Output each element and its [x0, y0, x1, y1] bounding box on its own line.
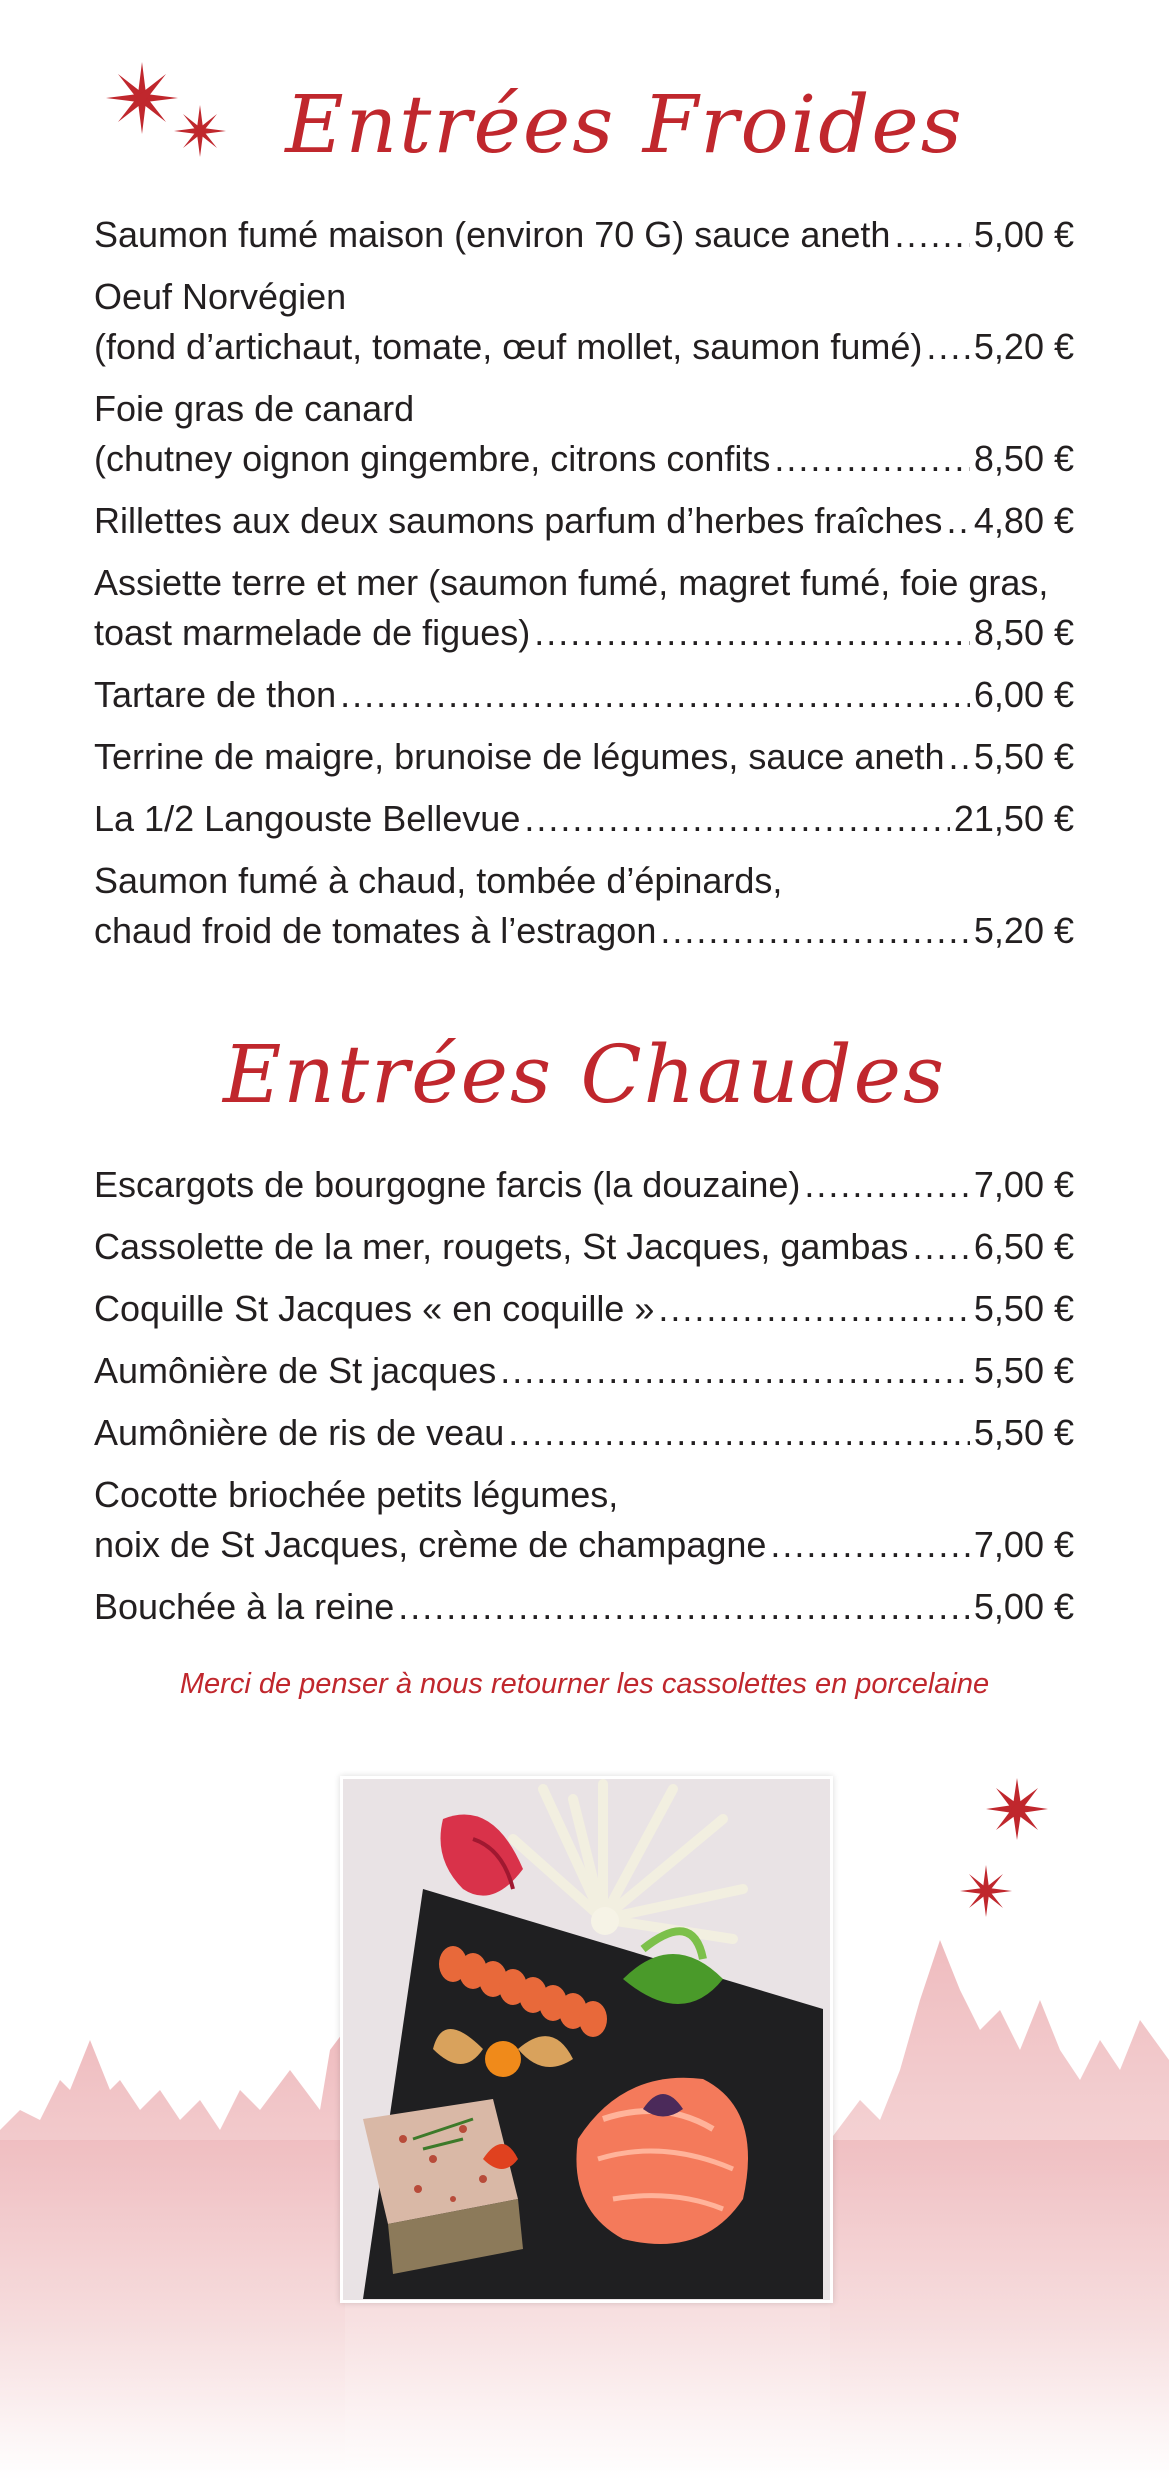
- menu-item-name: Cassolette de la mer, rougets, St Jacques, gambas: [94, 1226, 909, 1267]
- dot-leader: [340, 670, 970, 720]
- menu-item: [94, 670, 1074, 720]
- menu-item-price: 7,00 €: [973, 1164, 1074, 1205]
- menu-item-price: 5,50 €: [973, 1288, 1074, 1329]
- porcelain-return-note: Merci de penser à nous retourner les cassolettes en porcelaine: [179, 1668, 990, 1700]
- menu-item: [94, 210, 1074, 260]
- menu-item-price: 5,20 €: [973, 326, 1074, 367]
- dot-leader: [534, 608, 970, 658]
- food-photo: [340, 1776, 833, 2303]
- menu-item-name: Terrine de maigre, brunoise de légumes, sauce aneth: [94, 736, 945, 777]
- food-plate-illustration: [343, 1779, 830, 2300]
- menu-item-price: 5,00 €: [973, 214, 1074, 255]
- menu-list-entrees-froides: [94, 210, 1074, 968]
- menu-item-name-line: Foie gras de canard: [94, 388, 415, 429]
- menu-item-price: 21,50 €: [953, 798, 1074, 839]
- menu-item-price: 5,50 €: [973, 736, 1074, 777]
- menu-item: [94, 732, 1074, 782]
- menu-item-name: Escargots de bourgogne farcis (la douzaine): [94, 1164, 801, 1205]
- dot-leader: [524, 794, 950, 844]
- menu-item-name: toast marmelade de figues): [94, 612, 531, 653]
- menu-item-name: Tartare de thon: [94, 674, 337, 715]
- menu-item: [94, 1222, 1074, 1272]
- star-icon: [984, 1776, 1050, 1842]
- menu-item: [94, 794, 1074, 844]
- menu-item-name-line: Saumon fumé à chaud, tombée d’épinards,: [94, 860, 783, 901]
- dot-leader: [926, 322, 970, 372]
- menu-item: [94, 496, 1074, 546]
- menu-item: [94, 384, 1074, 484]
- dot-leader: [804, 1160, 969, 1210]
- menu-item-name: Aumônière de St jacques: [94, 1350, 497, 1391]
- menu-item-name: Rillettes aux deux saumons parfum d’herbes fraîches: [94, 500, 943, 541]
- menu-item-name: La 1/2 Langouste Bellevue: [94, 798, 521, 839]
- menu-item: [94, 1582, 1074, 1632]
- menu-item-price: 8,50 €: [973, 438, 1074, 479]
- menu-item-name: Bouchée à la reine: [94, 1586, 395, 1627]
- menu-item-price: 5,20 €: [973, 910, 1074, 951]
- dot-leader: [398, 1582, 970, 1632]
- menu-item-price: 5,50 €: [973, 1412, 1074, 1453]
- menu-item: [94, 1408, 1074, 1458]
- menu-item-price: 6,50 €: [973, 1226, 1074, 1267]
- menu-item: [94, 558, 1074, 658]
- menu-item: [94, 272, 1074, 372]
- menu-item-name: noix de St Jacques, crème de champagne: [94, 1524, 767, 1565]
- menu-item: [94, 1160, 1074, 1210]
- dot-leader: [658, 1284, 970, 1334]
- section-title-entrees-chaudes: Entrées Chaudes: [222, 1028, 947, 1121]
- menu-item-name: Coquille St Jacques « en coquille »: [94, 1288, 655, 1329]
- dot-leader: [912, 1222, 969, 1272]
- menu-item: [94, 1284, 1074, 1334]
- dot-leader: [508, 1408, 970, 1458]
- menu-item-name: Aumônière de ris de veau: [94, 1412, 505, 1453]
- menu-item-name-line: Oeuf Norvégien: [94, 276, 347, 317]
- menu-item: [94, 856, 1074, 956]
- menu-item-price: 5,00 €: [973, 1586, 1074, 1627]
- dot-leader: [500, 1346, 970, 1396]
- menu-item-price: 6,00 €: [973, 674, 1074, 715]
- dot-leader: [946, 496, 969, 546]
- menu-item: [94, 1346, 1074, 1396]
- dot-leader: [774, 434, 970, 484]
- menu-item-name: (fond d’artichaut, tomate, œuf mollet, saumon fumé): [94, 326, 923, 367]
- menu-item-name: chaud froid de tomates à l’estragon: [94, 910, 657, 951]
- dot-leader: [894, 210, 969, 260]
- section-title-entrees-froides: Entrées Froides: [285, 78, 964, 171]
- dot-leader: [770, 1520, 970, 1570]
- menu-item-name-line: Cocotte briochée petits légumes,: [94, 1474, 619, 1515]
- menu-item-price: 8,50 €: [973, 612, 1074, 653]
- menu-item-price: 5,50 €: [973, 1350, 1074, 1391]
- menu-item: [94, 1470, 1074, 1570]
- dot-leader: [949, 732, 970, 782]
- dot-leader: [660, 906, 970, 956]
- menu-item-name: Saumon fumé maison (environ 70 G) sauce aneth: [94, 214, 891, 255]
- star-icon: [958, 1863, 1014, 1919]
- menu-item-price: 4,80 €: [973, 500, 1074, 541]
- menu-item-price: 7,00 €: [973, 1524, 1074, 1565]
- menu-item-name: (chutney oignon gingembre, citrons confits: [94, 438, 771, 479]
- menu-list-entrees-chaudes: [94, 1160, 1074, 1644]
- menu-item-name-line: Assiette terre et mer (saumon fumé, magret fumé, foie gras,: [94, 562, 1049, 603]
